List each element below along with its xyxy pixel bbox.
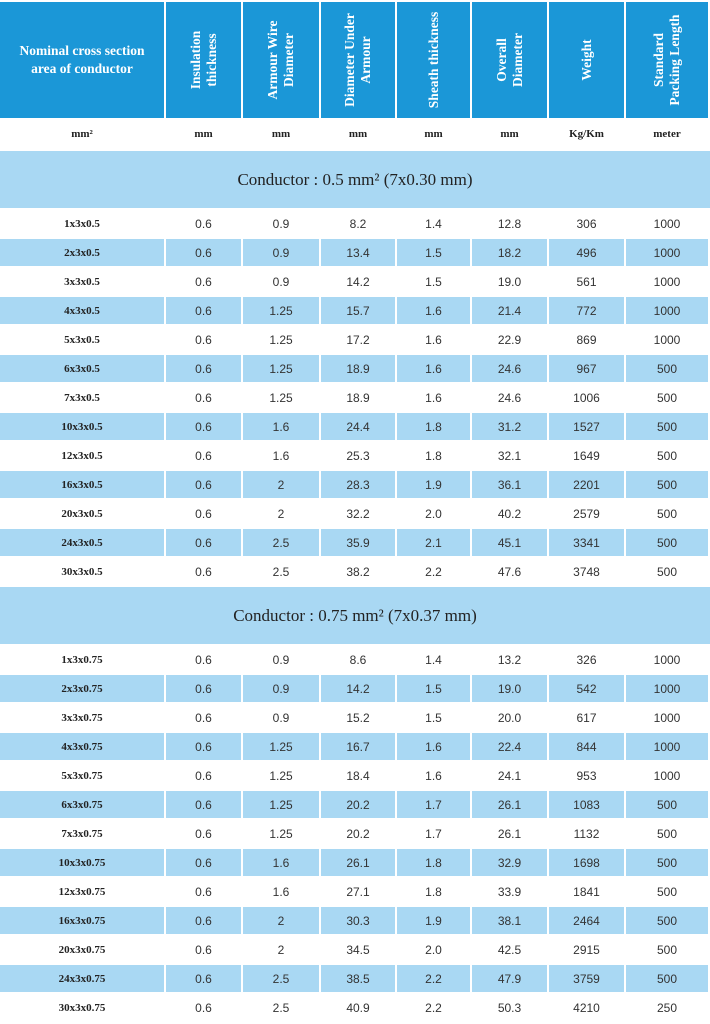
cell-overall-diameter: 26.1 (472, 791, 547, 818)
cell-weight: 561 (576, 274, 597, 289)
header-sheath-thickness (397, 2, 470, 118)
cell-weight: 3748 (573, 564, 600, 579)
cell-packing-length: 500 (656, 826, 678, 841)
cell-overall-diameter: 26.1 (497, 826, 522, 841)
cell-sheath-thickness: 1.6 (397, 733, 470, 760)
table-row (0, 878, 710, 907)
cell-weight: 3341 (549, 529, 624, 556)
cell-sheath-thickness: 2.2 (425, 564, 442, 579)
table-row (0, 297, 710, 326)
cell-diameter-under-armour: 14.2 (346, 274, 370, 289)
cell-insulation-thickness: 0.6 (195, 390, 212, 405)
cell-overall-diameter: 50.3 (497, 1000, 522, 1015)
cell-insulation-thickness: 0.6 (195, 768, 212, 783)
table-row (0, 326, 710, 355)
cell-packing-length: 1000 (653, 768, 681, 783)
cell-overall-diameter: 18.2 (472, 239, 547, 266)
table-row (0, 442, 710, 471)
header-armour-wire-diameter (243, 2, 319, 118)
cell-packing-length: 1000 (626, 675, 708, 702)
cell-armour-wire-diameter: 0.9 (272, 652, 290, 667)
cell-diameter-under-armour: 30.3 (321, 907, 395, 934)
table-row (0, 762, 710, 791)
cell-packing-length: 500 (656, 448, 678, 463)
cell-packing-length: 500 (626, 355, 708, 382)
cell-diameter-under-armour: 26.1 (321, 849, 395, 876)
cell-weight: 496 (549, 239, 624, 266)
cell-weight: 2464 (549, 907, 624, 934)
cell-insulation-thickness: 0.6 (195, 448, 212, 463)
cell-armour-wire-diameter: 1.25 (243, 791, 319, 818)
cell-weight: 1132 (573, 826, 600, 841)
cell-conductor-area: 20x3x0.75 (58, 943, 106, 956)
cell-insulation-thickness: 0.6 (166, 675, 241, 702)
cell-overall-diameter: 47.6 (497, 564, 522, 579)
cell-overall-diameter: 13.2 (497, 652, 522, 667)
cell-packing-length: 500 (626, 413, 708, 440)
cell-armour-wire-diameter: 0.9 (272, 216, 290, 231)
cell-conductor-area: 6x3x0.75 (0, 791, 164, 818)
cell-sheath-thickness: 1.5 (397, 239, 470, 266)
table-row (0, 268, 710, 297)
header-overall-diameter (472, 2, 547, 118)
cell-overall-diameter: 32.9 (472, 849, 547, 876)
cell-insulation-thickness: 0.6 (195, 652, 212, 667)
cell-packing-length: 250 (656, 1000, 678, 1015)
table-row (0, 558, 710, 587)
cell-insulation-thickness: 0.6 (195, 826, 212, 841)
header-label (265, 21, 297, 100)
cell-packing-length: 500 (626, 849, 708, 876)
cell-overall-diameter: 21.4 (472, 297, 547, 324)
cell-armour-wire-diameter: 2.5 (243, 965, 319, 992)
cell-packing-length: 500 (626, 471, 708, 498)
header-label (494, 33, 526, 87)
cell-overall-diameter: 32.1 (497, 448, 522, 463)
cell-conductor-area: 24x3x0.5 (0, 529, 164, 556)
cell-overall-diameter: 40.2 (497, 506, 522, 521)
cell-overall-diameter: 24.1 (497, 768, 522, 783)
cell-diameter-under-armour: 40.9 (346, 1000, 370, 1015)
cell-insulation-thickness: 0.6 (195, 884, 212, 899)
cell-sheath-thickness: 1.9 (397, 471, 470, 498)
cell-packing-length: 1000 (653, 274, 681, 289)
cell-overall-diameter: 36.1 (472, 471, 547, 498)
cell-insulation-thickness: 0.6 (166, 471, 241, 498)
cell-diameter-under-armour: 16.7 (321, 733, 395, 760)
cell-overall-diameter: 24.6 (472, 355, 547, 382)
cell-weight: 1649 (573, 448, 600, 463)
header-line: Sheath thickness (425, 11, 441, 109)
cell-insulation-thickness: 0.6 (166, 791, 241, 818)
cell-sheath-thickness: 1.6 (425, 332, 442, 347)
header-line: Standard (651, 32, 666, 88)
cell-insulation-thickness: 0.6 (166, 297, 241, 324)
cell-insulation-thickness: 0.6 (195, 506, 212, 521)
table-row (0, 704, 710, 733)
cell-armour-wire-diameter: 0.9 (243, 675, 319, 702)
table-row (0, 994, 710, 1023)
header-line: Diameter (281, 33, 296, 87)
cell-diameter-under-armour: 15.7 (321, 297, 395, 324)
cell-conductor-area: 5x3x0.5 (64, 333, 100, 346)
cell-weight: 2915 (573, 942, 600, 957)
cell-insulation-thickness: 0.6 (195, 332, 212, 347)
cell-conductor-area: 4x3x0.5 (0, 297, 164, 324)
cell-sheath-thickness: 1.5 (425, 710, 442, 725)
cell-packing-length: 500 (626, 529, 708, 556)
cell-conductor-area: 4x3x0.75 (0, 733, 164, 760)
cell-diameter-under-armour: 17.2 (346, 332, 370, 347)
header-label (20, 42, 145, 78)
unit-sheath-thickness: mm (424, 128, 443, 140)
cell-conductor-area: 24x3x0.75 (0, 965, 164, 992)
cell-conductor-area: 10x3x0.75 (0, 849, 164, 876)
header-line: Insulation (187, 30, 203, 90)
cell-overall-diameter: 24.6 (497, 390, 522, 405)
cell-conductor-area: 30x3x0.75 (58, 1001, 106, 1014)
cell-sheath-thickness: 1.7 (425, 826, 442, 841)
table-row (0, 413, 710, 442)
cell-overall-diameter: 20.0 (497, 710, 522, 725)
cell-sheath-thickness: 1.6 (425, 390, 442, 405)
cell-armour-wire-diameter: 1.25 (269, 826, 293, 841)
cell-diameter-under-armour: 35.9 (321, 529, 395, 556)
cell-diameter-under-armour: 20.2 (346, 826, 370, 841)
cell-armour-wire-diameter: 2 (277, 942, 285, 957)
cell-weight: 772 (549, 297, 624, 324)
cell-insulation-thickness: 0.6 (166, 965, 241, 992)
cell-insulation-thickness: 0.6 (166, 239, 241, 266)
cell-armour-wire-diameter: 2 (243, 471, 319, 498)
table-row (0, 355, 710, 384)
cell-armour-wire-diameter: 2.5 (272, 1000, 290, 1015)
unit-armour-wire-diameter: mm (271, 128, 291, 140)
cell-weight: 542 (549, 675, 624, 702)
cell-insulation-thickness: 0.6 (166, 413, 241, 440)
cell-diameter-under-armour: 32.2 (346, 506, 370, 521)
cell-weight: 869 (576, 332, 597, 347)
cell-sheath-thickness: 1.9 (397, 907, 470, 934)
header-diameter-under-armour (321, 2, 395, 118)
cell-weight: 1527 (549, 413, 624, 440)
cell-weight: 3759 (549, 965, 624, 992)
cell-packing-length: 1000 (626, 733, 708, 760)
cell-conductor-area: 10x3x0.5 (0, 413, 164, 440)
cell-armour-wire-diameter: 2.5 (272, 564, 290, 579)
cell-sheath-thickness: 1.8 (425, 884, 442, 899)
cell-armour-wire-diameter: 1.25 (269, 768, 293, 783)
cell-insulation-thickness: 0.6 (195, 1000, 212, 1015)
cell-armour-wire-diameter: 1.6 (272, 448, 290, 463)
cell-sheath-thickness: 1.6 (397, 297, 470, 324)
cell-armour-wire-diameter: 1.25 (243, 297, 319, 324)
cell-diameter-under-armour: 25.3 (346, 448, 370, 463)
cell-overall-diameter: 47.9 (472, 965, 547, 992)
header-label (342, 13, 374, 107)
cell-conductor-area: 30x3x0.5 (61, 565, 103, 578)
cell-conductor-area: 12x3x0.75 (58, 885, 106, 898)
cell-conductor-area: 20x3x0.5 (61, 507, 103, 520)
cell-weight: 1841 (573, 884, 600, 899)
cell-weight: 844 (549, 733, 624, 760)
table-row (0, 675, 710, 704)
table-row (0, 936, 710, 965)
cell-armour-wire-diameter: 1.6 (243, 849, 319, 876)
cell-conductor-area: 16x3x0.5 (0, 471, 164, 498)
cell-overall-diameter: 31.2 (472, 413, 547, 440)
cell-overall-diameter: 45.1 (472, 529, 547, 556)
cell-weight: 1698 (549, 849, 624, 876)
cell-overall-diameter: 33.9 (497, 884, 522, 899)
cell-armour-wire-diameter: 1.6 (243, 413, 319, 440)
table-row (0, 500, 710, 529)
cell-insulation-thickness: 0.6 (195, 274, 212, 289)
header-label (651, 14, 683, 105)
cell-diameter-under-armour: 8.2 (349, 216, 367, 231)
table-row (0, 733, 710, 762)
cell-armour-wire-diameter: 2 (243, 907, 319, 934)
cell-weight: 2579 (573, 506, 600, 521)
cell-weight: 1006 (573, 390, 600, 405)
header-line: Weight (578, 39, 594, 81)
cell-sheath-thickness: 1.5 (425, 274, 442, 289)
unit-weight: Kg/Km (569, 128, 604, 140)
header-line: Diameter (509, 33, 525, 87)
cell-armour-wire-diameter: 0.9 (272, 274, 290, 289)
unit-insulation-thickness: mm (194, 128, 213, 140)
cell-packing-length: 500 (626, 907, 708, 934)
cell-diameter-under-armour: 38.2 (346, 564, 370, 579)
cell-diameter-under-armour: 20.2 (321, 791, 395, 818)
cell-conductor-area: 2x3x0.75 (0, 675, 164, 702)
unit-packing-length: meter (653, 128, 681, 140)
cell-conductor-area: 1x3x0.75 (61, 653, 103, 666)
cell-diameter-under-armour: 28.3 (321, 471, 395, 498)
header-line: Armour (358, 36, 373, 84)
section-title: Conductor : 0.5 mm² (7x0.30 mm) (0, 151, 710, 208)
cell-packing-length: 500 (656, 884, 678, 899)
cell-armour-wire-diameter: 1.6 (272, 884, 290, 899)
cell-overall-diameter: 38.1 (472, 907, 547, 934)
cell-insulation-thickness: 0.6 (166, 355, 241, 382)
cell-conductor-area: 2x3x0.5 (0, 239, 164, 266)
cell-overall-diameter: 22.9 (497, 332, 522, 347)
table-row (0, 239, 710, 268)
header-line: area of conductor (31, 61, 133, 76)
header-insulation-thickness (166, 2, 241, 118)
header-label (579, 39, 595, 80)
table-row (0, 384, 710, 413)
unit-overall-diameter: mm (500, 128, 519, 140)
cell-armour-wire-diameter: 2 (277, 506, 285, 521)
cell-armour-wire-diameter: 0.9 (272, 710, 290, 725)
table-row (0, 210, 710, 239)
cell-sheath-thickness: 1.5 (397, 675, 470, 702)
cell-insulation-thickness: 0.6 (166, 529, 241, 556)
cell-weight: 4210 (573, 1000, 600, 1015)
cell-diameter-under-armour: 24.4 (321, 413, 395, 440)
cell-sheath-thickness: 1.8 (397, 413, 470, 440)
cell-diameter-under-armour: 15.2 (346, 710, 370, 725)
cell-conductor-area: 5x3x0.75 (61, 769, 103, 782)
cell-armour-wire-diameter: 0.9 (243, 239, 319, 266)
cell-sheath-thickness: 2.2 (397, 965, 470, 992)
cell-packing-length: 1000 (653, 216, 681, 231)
cell-packing-length: 1000 (626, 297, 708, 324)
table-row (0, 646, 710, 675)
cell-packing-length: 1000 (626, 239, 708, 266)
header-line: Packing Length (667, 14, 682, 106)
cell-conductor-area: 7x3x0.75 (61, 827, 103, 840)
cell-diameter-under-armour: 38.5 (321, 965, 395, 992)
cell-sheath-thickness: 1.7 (397, 791, 470, 818)
cell-conductor-area: 1x3x0.5 (64, 217, 100, 230)
cell-diameter-under-armour: 14.2 (321, 675, 395, 702)
cell-insulation-thickness: 0.6 (195, 942, 212, 957)
cell-armour-wire-diameter: 1.25 (243, 733, 319, 760)
header-line: thickness (203, 33, 219, 87)
cell-armour-wire-diameter: 1.25 (269, 390, 293, 405)
section-title: Conductor : 0.75 mm² (7x0.37 mm) (0, 587, 710, 644)
cell-weight: 306 (576, 216, 597, 231)
cell-packing-length: 1000 (653, 652, 681, 667)
cell-insulation-thickness: 0.6 (166, 849, 241, 876)
cell-overall-diameter: 42.5 (497, 942, 522, 957)
cell-packing-length: 1000 (653, 332, 681, 347)
cell-packing-length: 500 (626, 791, 708, 818)
cell-armour-wire-diameter: 1.25 (243, 355, 319, 382)
cell-overall-diameter: 12.8 (497, 216, 522, 231)
cell-sheath-thickness: 1.4 (425, 216, 442, 231)
cell-armour-wire-diameter: 2.5 (243, 529, 319, 556)
cell-packing-length: 500 (656, 564, 678, 579)
cell-insulation-thickness: 0.6 (195, 216, 212, 231)
cell-sheath-thickness: 2.1 (397, 529, 470, 556)
cell-weight: 326 (576, 652, 597, 667)
table-row (0, 471, 710, 500)
cell-conductor-area: 12x3x0.5 (61, 449, 103, 462)
table-row (0, 849, 710, 878)
cell-weight: 1083 (549, 791, 624, 818)
cell-diameter-under-armour: 18.9 (321, 355, 395, 382)
cell-armour-wire-diameter: 1.25 (269, 332, 293, 347)
unit-diameter-under-armour: mm (348, 128, 368, 140)
cell-sheath-thickness: 1.8 (397, 849, 470, 876)
cell-packing-length: 1000 (653, 710, 681, 725)
cell-diameter-under-armour: 18.4 (346, 768, 370, 783)
cell-sheath-thickness: 2.2 (425, 1000, 442, 1015)
cell-overall-diameter: 19.0 (497, 274, 522, 289)
header-line: Overall (493, 38, 509, 82)
cell-insulation-thickness: 0.6 (166, 907, 241, 934)
cell-sheath-thickness: 1.8 (425, 448, 442, 463)
header-conductor-area (0, 2, 164, 118)
cell-packing-length: 500 (656, 506, 678, 521)
cell-conductor-area: 3x3x0.5 (64, 275, 100, 288)
cell-sheath-thickness: 2.0 (425, 942, 442, 957)
cell-weight: 967 (549, 355, 624, 382)
cell-packing-length: 500 (656, 390, 678, 405)
cell-insulation-thickness: 0.6 (166, 733, 241, 760)
cell-weight: 617 (576, 710, 597, 725)
cell-conductor-area: 7x3x0.5 (64, 391, 100, 404)
table-row (0, 529, 710, 558)
cell-sheath-thickness: 1.6 (397, 355, 470, 382)
header-line: Nominal cross section (19, 43, 145, 58)
cell-packing-length: 500 (626, 965, 708, 992)
cell-weight: 953 (576, 768, 597, 783)
header-line: Diameter Under (342, 13, 357, 107)
header-label (426, 12, 442, 108)
header-weight (549, 2, 624, 118)
cell-diameter-under-armour: 18.9 (346, 390, 370, 405)
cell-overall-diameter: 22.4 (472, 733, 547, 760)
table-row (0, 820, 710, 849)
cell-overall-diameter: 19.0 (472, 675, 547, 702)
header-line: Armour Wire (265, 20, 280, 100)
cell-diameter-under-armour: 13.4 (321, 239, 395, 266)
cell-conductor-area: 16x3x0.75 (0, 907, 164, 934)
table-row (0, 965, 710, 994)
cell-weight: 2201 (549, 471, 624, 498)
cell-conductor-area: 3x3x0.75 (61, 711, 103, 724)
cell-diameter-under-armour: 8.6 (349, 652, 367, 667)
cell-insulation-thickness: 0.6 (195, 710, 212, 725)
cell-conductor-area: 6x3x0.5 (0, 355, 164, 382)
unit-conductor-area: mm² (71, 128, 93, 140)
header-packing-length (626, 2, 708, 118)
cell-diameter-under-armour: 34.5 (346, 942, 370, 957)
cell-packing-length: 500 (656, 942, 678, 957)
cell-sheath-thickness: 1.4 (425, 652, 442, 667)
cell-sheath-thickness: 2.0 (425, 506, 442, 521)
header-label (188, 31, 220, 90)
table-row (0, 791, 710, 820)
cell-insulation-thickness: 0.6 (195, 564, 212, 579)
cell-sheath-thickness: 1.6 (425, 768, 442, 783)
cell-diameter-under-armour: 27.1 (346, 884, 370, 899)
table-row (0, 907, 710, 936)
